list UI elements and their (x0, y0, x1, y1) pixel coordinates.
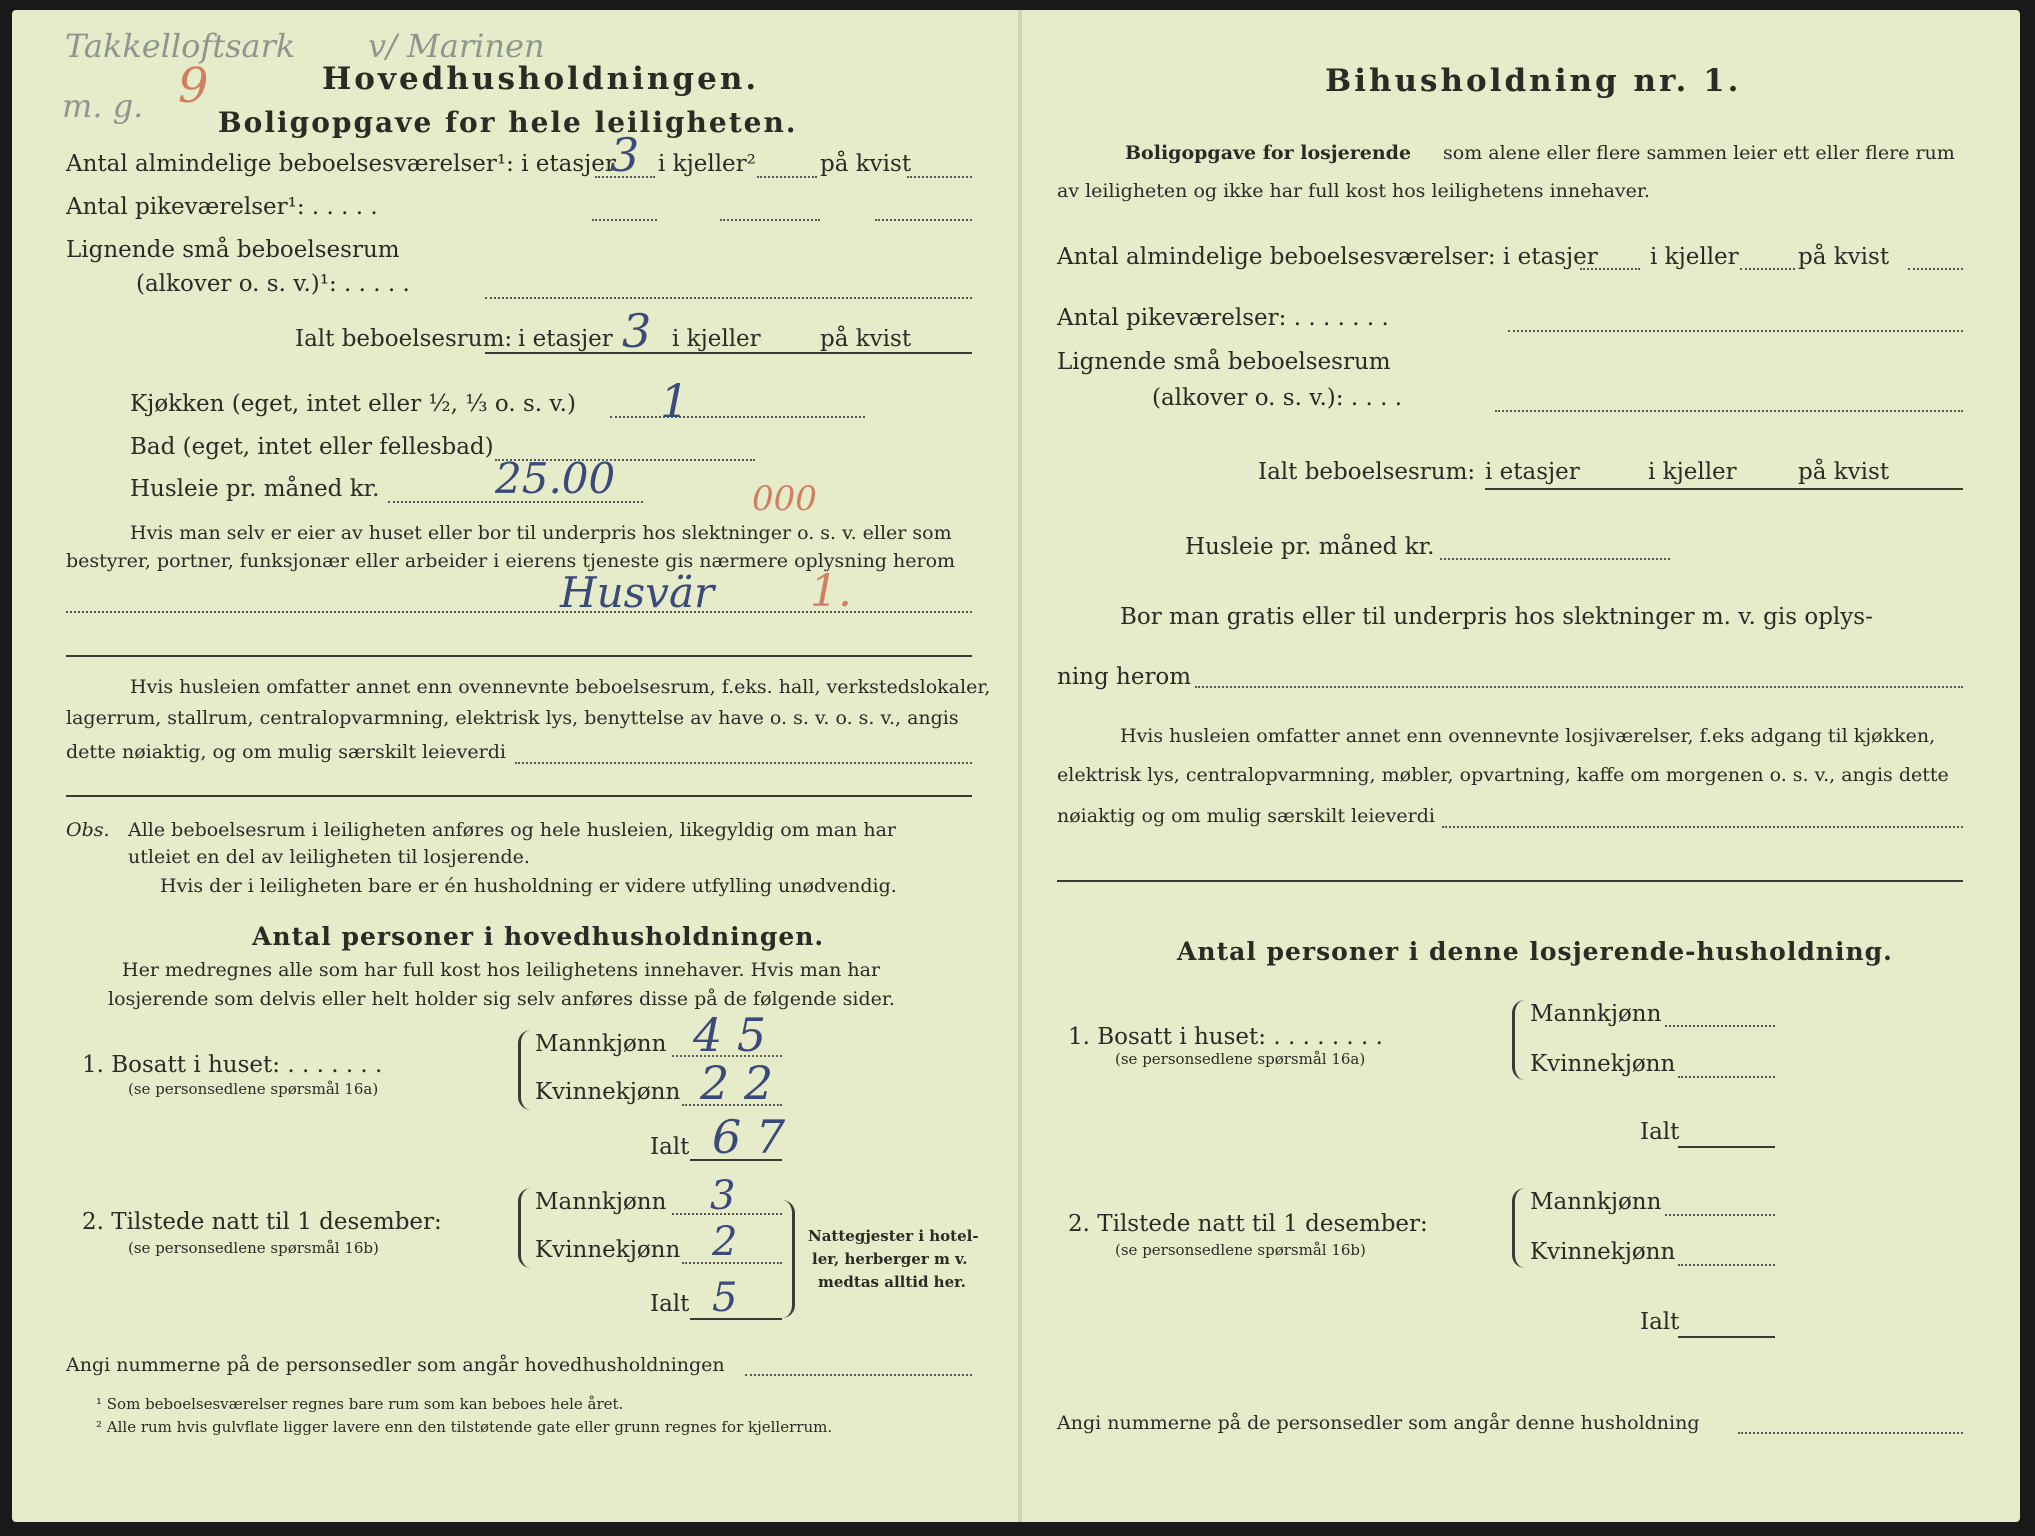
q2-tilstede-left: 2. Tilstede natt til 1 desember: (82, 1209, 442, 1235)
obs-text-1: Alle beboelsesrum i leiligheten anføres og hele husleien, likegyldig om man har (128, 819, 896, 841)
right-intro-bold: Boligopgave for losjerende (1125, 142, 1412, 164)
natt-note-1: Nattegjester i hotel- (808, 1227, 979, 1245)
pencil-note-2: v/ Marinen (368, 27, 545, 65)
left-subtitle: Boligopgave for hele leiligheten. (218, 106, 798, 139)
right-ialt-label: Ialt beboelsesrum: (1258, 459, 1476, 485)
right-title: Bihusholdning nr. 1. (1325, 63, 1742, 99)
hw-kvinne-bosatt: 2 2 (700, 1056, 774, 1110)
hw-herom-red: 1. (810, 566, 852, 617)
right-kvinne-label-q2: Kvinnekjønn (1530, 1239, 1676, 1265)
row-husleie: Husleie pr. måned kr. (130, 476, 380, 502)
right-intro-1: som alene eller flere sammen leier ett eller flere rum (1443, 142, 1955, 164)
hw-mann-bosatt: 4 5 (693, 1008, 767, 1062)
obs-text-3: Hvis der i leiligheten bare er én husholdning er videre utfylling unødvendig. (160, 875, 897, 897)
q1-sub-right: (se personsedlene spørsmål 16a) (1115, 1050, 1366, 1068)
right-ialt-kvist: på kvist (1798, 459, 1890, 485)
note-eier-1: Hvis man selv er eier av huset eller bor til underpris hos slektninger o. s. v. eller som (130, 522, 952, 544)
angi-left: Angi nummerne på de personsedler som angår hovedhusholdningen (66, 1354, 725, 1376)
kvinne-label-q2: Kvinnekjønn (535, 1237, 681, 1263)
right-note-2: elektrisk lys, centralopvarmning, møbler, opvartning, kaffe om morgenen o. s. v., angis dette (1057, 764, 1949, 786)
right-row-almindelige: Antal almindelige beboelsesværelser: i etasjer (1057, 244, 1598, 270)
right-row-lignende: Lignende små beboelsesrum (1057, 349, 1391, 375)
right-label-kjeller: i kjeller (1650, 244, 1739, 270)
q2-sub-left: (se personsedlene spørsmål 16b) (128, 1239, 379, 1257)
row-pikevaerelser: Antal pikeværelser¹: . . . . . (66, 194, 378, 220)
right-bor-2: ning herom (1057, 664, 1192, 690)
hw-husleie: 25.00 (495, 454, 616, 503)
natt-note-2: ler, herberger m v. (812, 1250, 968, 1268)
persons-title-right: Antal personer i denne losjerende-husholdning. (1177, 937, 1893, 966)
right-intro-2: av leiligheten og ikke har full kost hos leilighetens innehaver. (1057, 180, 1650, 202)
ialt-beboelsesrum-label: Ialt beboelsesrum: (295, 326, 513, 352)
hw-ialt-etasjer: 3 (622, 304, 652, 358)
right-ialt-kjeller: i kjeller (1648, 459, 1737, 485)
obs-text-2: utleiet en del av leiligheten til losjerende. (128, 846, 530, 868)
right-ialt-label-q2: Ialt (1640, 1309, 1680, 1335)
row-bad: Bad (eget, intet eller fellesbad) (130, 434, 494, 460)
right-kvinne-label-q1: Kvinnekjønn (1530, 1051, 1676, 1077)
persons-note-2: losjerende som delvis eller helt holder sig selv anføres disse på de følgende sider. (108, 988, 895, 1010)
hw-herom: Husvär (560, 568, 715, 617)
ialt-label-q2: Ialt (650, 1291, 690, 1317)
mann-label-q2: Mannkjønn (535, 1189, 667, 1215)
red-page-number: 9 (178, 58, 209, 114)
hw-ialt-tilstede: 5 (712, 1275, 738, 1321)
angi-right: Angi nummerne på de personsedler som angår denne husholdning (1057, 1412, 1700, 1434)
natt-note-3: medtas alltid her. (818, 1273, 966, 1291)
persons-title-left: Antal personer i hovedhusholdningen. (252, 922, 825, 951)
q1-bosatt-right: 1. Bosatt i huset: . . . . . . . . (1068, 1024, 1383, 1050)
right-row-pikevaerelser: Antal pikeværelser: . . . . . . . (1057, 305, 1389, 331)
kvinne-label-q1: Kvinnekjønn (535, 1079, 681, 1105)
mann-label-q1: Mannkjønn (535, 1031, 667, 1057)
hw-kjokken: 1 (660, 374, 690, 428)
right-bor-1: Bor man gratis eller til underpris hos slektninger m. v. gis oplys- (1120, 604, 1873, 630)
left-title: Hovedhusholdningen. (322, 61, 760, 97)
right-note-1: Hvis husleien omfatter annet enn ovennevnte losjiværelser, f.eks adgang til kjøkken, (1120, 725, 1936, 747)
right-mann-label-q2: Mannkjønn (1530, 1189, 1662, 1215)
note-eier-2: bestyrer, portner, funksjonær eller arbeider i eierens tjeneste gis nærmere oplysning herom (66, 550, 956, 572)
note-husleie-2: lagerrum, stallrum, centralopvarmning, elektrisk lys, benyttelse av have o. s. v. o. s. v., angis (66, 707, 959, 729)
pencil-note-3: m. g. (62, 87, 144, 125)
q1-sub-left: (se personsedlene spørsmål 16a) (128, 1080, 379, 1098)
row-alkover: (alkover o. s. v.)¹: . . . . . (136, 271, 410, 297)
right-note-3: nøiaktig og om mulig særskilt leieverdi (1057, 805, 1435, 827)
pencil-note-1: Takkelloftsark (65, 27, 296, 65)
page-fold (1018, 10, 1022, 1522)
persons-note-1: Her medregnes alle som har full kost hos leilighetens innehaver. Hvis man har (122, 959, 881, 981)
ialt-kjeller-label: i kjeller (672, 326, 761, 352)
note-husleie-1: Hvis husleien omfatter annet enn ovennevnte beboelsesrum, f.eks. hall, verkstedslokaler, (130, 676, 991, 698)
ialt-etasjer-label: i etasjer (518, 326, 613, 352)
hw-ialt-bosatt: 6 7 (712, 1110, 786, 1164)
hw-mann-tilstede: 3 (710, 1173, 736, 1219)
ialt-label-q1: Ialt (650, 1134, 690, 1160)
q1-bosatt-left: 1. Bosatt i huset: . . . . . . . (82, 1052, 383, 1078)
label-kjeller: i kjeller² (658, 151, 756, 177)
right-mann-label-q1: Mannkjønn (1530, 1001, 1662, 1027)
q2-sub-right: (se personsedlene spørsmål 16b) (1115, 1241, 1366, 1259)
footnote-2: ² Alle rum hvis gulvflate ligger lavere enn den tilstøtende gate eller grunn regnes for kjellerrum. (96, 1418, 833, 1436)
hw-kvinne-tilstede: 2 (712, 1219, 738, 1265)
label-kvist: på kvist (820, 151, 912, 177)
row-almindelige: Antal almindelige beboelsesværelser¹: i etasjer (66, 151, 616, 177)
row-lignende: Lignende små beboelsesrum (66, 237, 400, 263)
right-label-kvist: på kvist (1798, 244, 1890, 270)
note-husleie-3: dette nøiaktig, og om mulig særskilt leieverdi (66, 741, 506, 763)
hw-etasjer: 3 (610, 128, 640, 182)
obs-label: Obs. (66, 819, 110, 841)
right-row-alkover: (alkover o. s. v.): . . . . (1152, 385, 1403, 411)
right-ialt-label-q1: Ialt (1640, 1119, 1680, 1145)
row-kjokken: Kjøkken (eget, intet eller ½, ⅓ o. s. v.) (130, 391, 576, 417)
q2-tilstede-right: 2. Tilstede natt til 1 desember: (1068, 1211, 1428, 1237)
ialt-kvist-label: på kvist (820, 326, 912, 352)
footnote-1: ¹ Som beboelsesværelser regnes bare rum som kan beboes hele året. (96, 1395, 624, 1413)
right-row-husleie: Husleie pr. måned kr. (1185, 534, 1435, 560)
right-ialt-etasjer: i etasjer (1485, 459, 1580, 485)
hw-husleie-red: 000 (752, 479, 817, 519)
